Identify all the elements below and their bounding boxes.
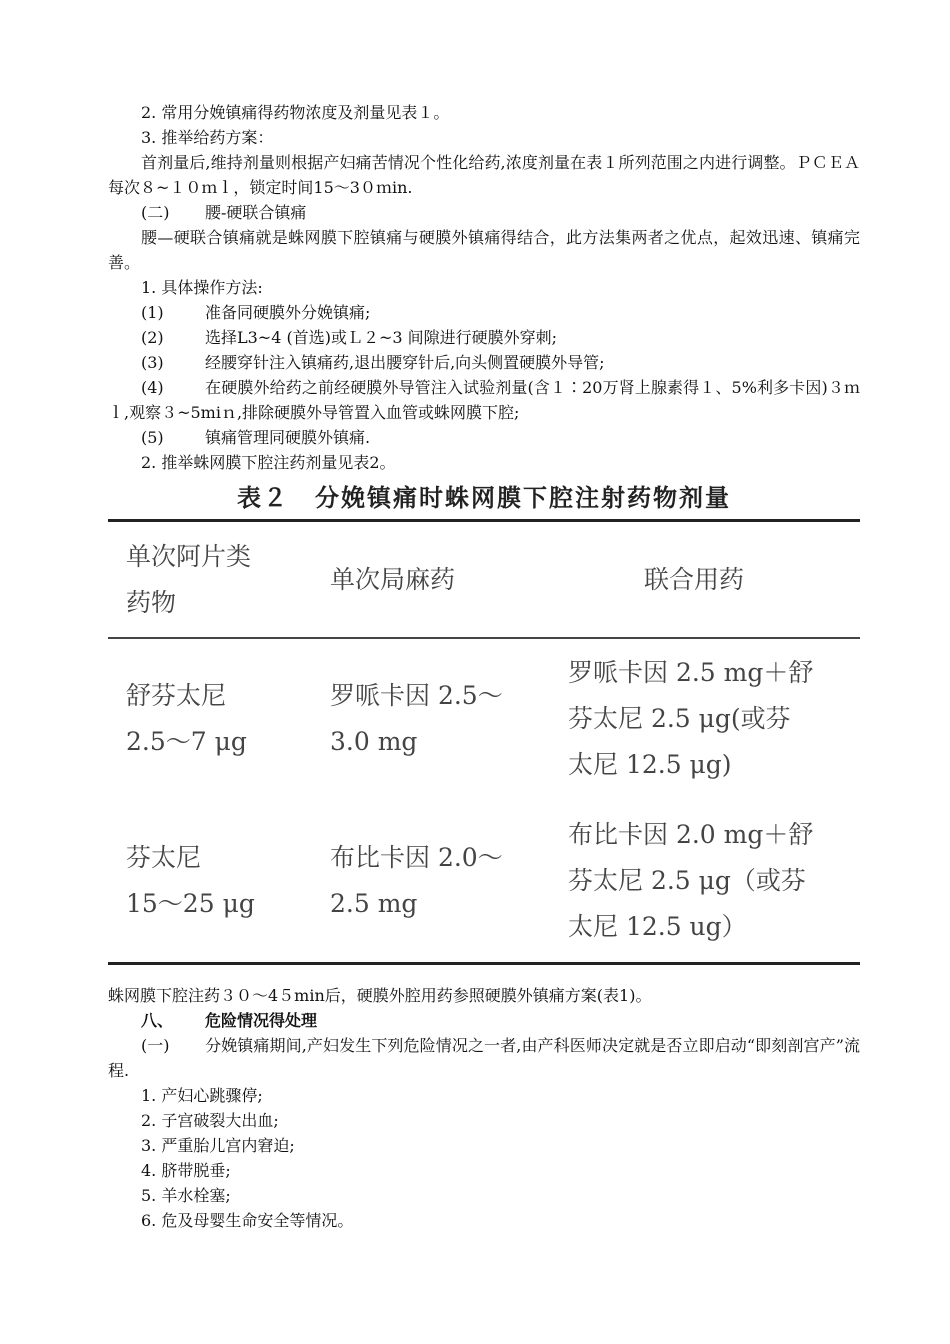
- table-header-combined: 联合用药: [644, 565, 745, 594]
- paragraph-procedure-heading: 1. 具体操作方法:: [141, 278, 263, 297]
- table-bottom-rule: [108, 962, 860, 965]
- table-header-opioid: 单次阿片类 药物: [126, 542, 252, 617]
- paragraph-emergency-cesarean: [108, 1033, 860, 1083]
- section-number: (二): [141, 203, 170, 222]
- list-item-emergency-1: 1. 产妇心跳骤停;: [141, 1086, 263, 1105]
- section-heading-danger: [141, 1008, 893, 1033]
- paragraph-maintenance-dose: 首剂量后,维持剂量则根据产妇痛苦情况个性化给药,浓度剂量在表１所列范围之内进行调整。ＰＣＥＡ每次８~１０ｍｌ，锁定时间15～3０ｍin.: [108, 153, 860, 197]
- section-heading-cse: [141, 200, 893, 225]
- table-cell-row2-opioid: 芬太尼 15～25 μg: [126, 843, 255, 918]
- section-number: 八、: [141, 1011, 174, 1030]
- step-number: (3): [141, 353, 164, 372]
- paragraph-post-injection: 蛛网膜下腔注药３０～4５min后，硬膜外腔用药参照硬膜外镇痛方案(表1)。: [108, 986, 652, 1005]
- list-item-emergency-3: 3. 严重胎儿宫内窘迫;: [141, 1136, 295, 1155]
- table-cell-row2-combined: 布比卡因 2.0 mg＋舒 芬太尼 2.5 μg（或芬 太尼 12.5 ug）: [568, 820, 814, 941]
- table-cell-row1-local: 罗哌卡因 2.5～ 3.0 mg: [330, 681, 503, 756]
- list-item-step-4: [108, 375, 860, 425]
- item-text: 分娩镇痛期间,产妇发生下列危险情况之一者,由产科医师决定就是否立即启动“即刻剖宫产”流程.: [108, 1036, 860, 1080]
- step-text: 选择L3~4 (首选)或Ｌ２~3 间隙进行硬膜外穿刺;: [205, 328, 558, 347]
- section-title: 腰-硬联合镇痛: [205, 203, 307, 222]
- paragraph-drug-concentration: 2. 常用分娩镇痛得药物浓度及剂量见表１。: [141, 103, 450, 122]
- table-cell-row1-combined: 罗哌卡因 2.5 mg＋舒 芬太尼 2.5 μg(或芬 太尼 12.5 μg): [568, 658, 814, 779]
- step-number: (5): [141, 428, 164, 447]
- table-cell-row1-opioid: 舒芬太尼 2.5～7 μg: [126, 681, 247, 756]
- step-text: 镇痛管理同硬膜外镇痛.: [205, 428, 371, 447]
- table-header-local-anesthetic: 单次局麻药: [330, 565, 456, 594]
- section-title: 危险情况得处理: [205, 1011, 318, 1030]
- table-header-rule: [108, 637, 860, 639]
- list-item-emergency-4: 4. 脐带脱垂;: [141, 1161, 231, 1180]
- step-text: 准备同硬膜外分娩镇痛;: [205, 303, 371, 322]
- list-item-emergency-2: 2. 子宫破裂大出血;: [141, 1111, 279, 1130]
- paragraph-table2-reference: 2. 推举蛛网膜下腔注药剂量见表2。: [141, 453, 396, 472]
- paragraph-cse-description: 腰—硬联合镇痛就是蛛网膜下腔镇痛与硬膜外镇痛得结合，此方法集两者之优点，起效迅速、镇痛完善。: [108, 228, 860, 272]
- step-text: 在硬膜外给药之前经硬膜外导管注入试验剂量(含１∶20万肾上腺素得１、5%利多卡因)３ｍｌ,观察３~5miｎ,排除硬膜外导管置入血管或蛛网膜下腔;: [108, 378, 860, 422]
- step-number: (4): [141, 378, 164, 397]
- step-text: 经腰穿针注入镇痛药,退出腰穿针后,向头侧置硬膜外导管;: [205, 353, 605, 372]
- table-cell-row2-local: 布比卡因 2.0～ 2.5 mg: [330, 843, 503, 918]
- list-item-step-1: [141, 300, 893, 325]
- list-item-step-3: [141, 350, 893, 375]
- step-number: (1): [141, 303, 164, 322]
- list-item-emergency-5: 5. 羊水栓塞;: [141, 1186, 231, 1205]
- list-item-step-5: [141, 425, 893, 450]
- step-number: (2): [141, 328, 164, 347]
- paragraph-recommended-regimen: 3. 推举给药方案：: [141, 128, 274, 147]
- item-number: (一): [141, 1036, 170, 1055]
- list-item-step-2: [141, 325, 893, 350]
- table-top-rule: [108, 519, 860, 522]
- table-title: 表２ 分娩镇痛时蛛网膜下腔注射药物剂量: [237, 484, 731, 512]
- list-item-emergency-6: 6. 危及母婴生命安全等情况。: [141, 1211, 354, 1230]
